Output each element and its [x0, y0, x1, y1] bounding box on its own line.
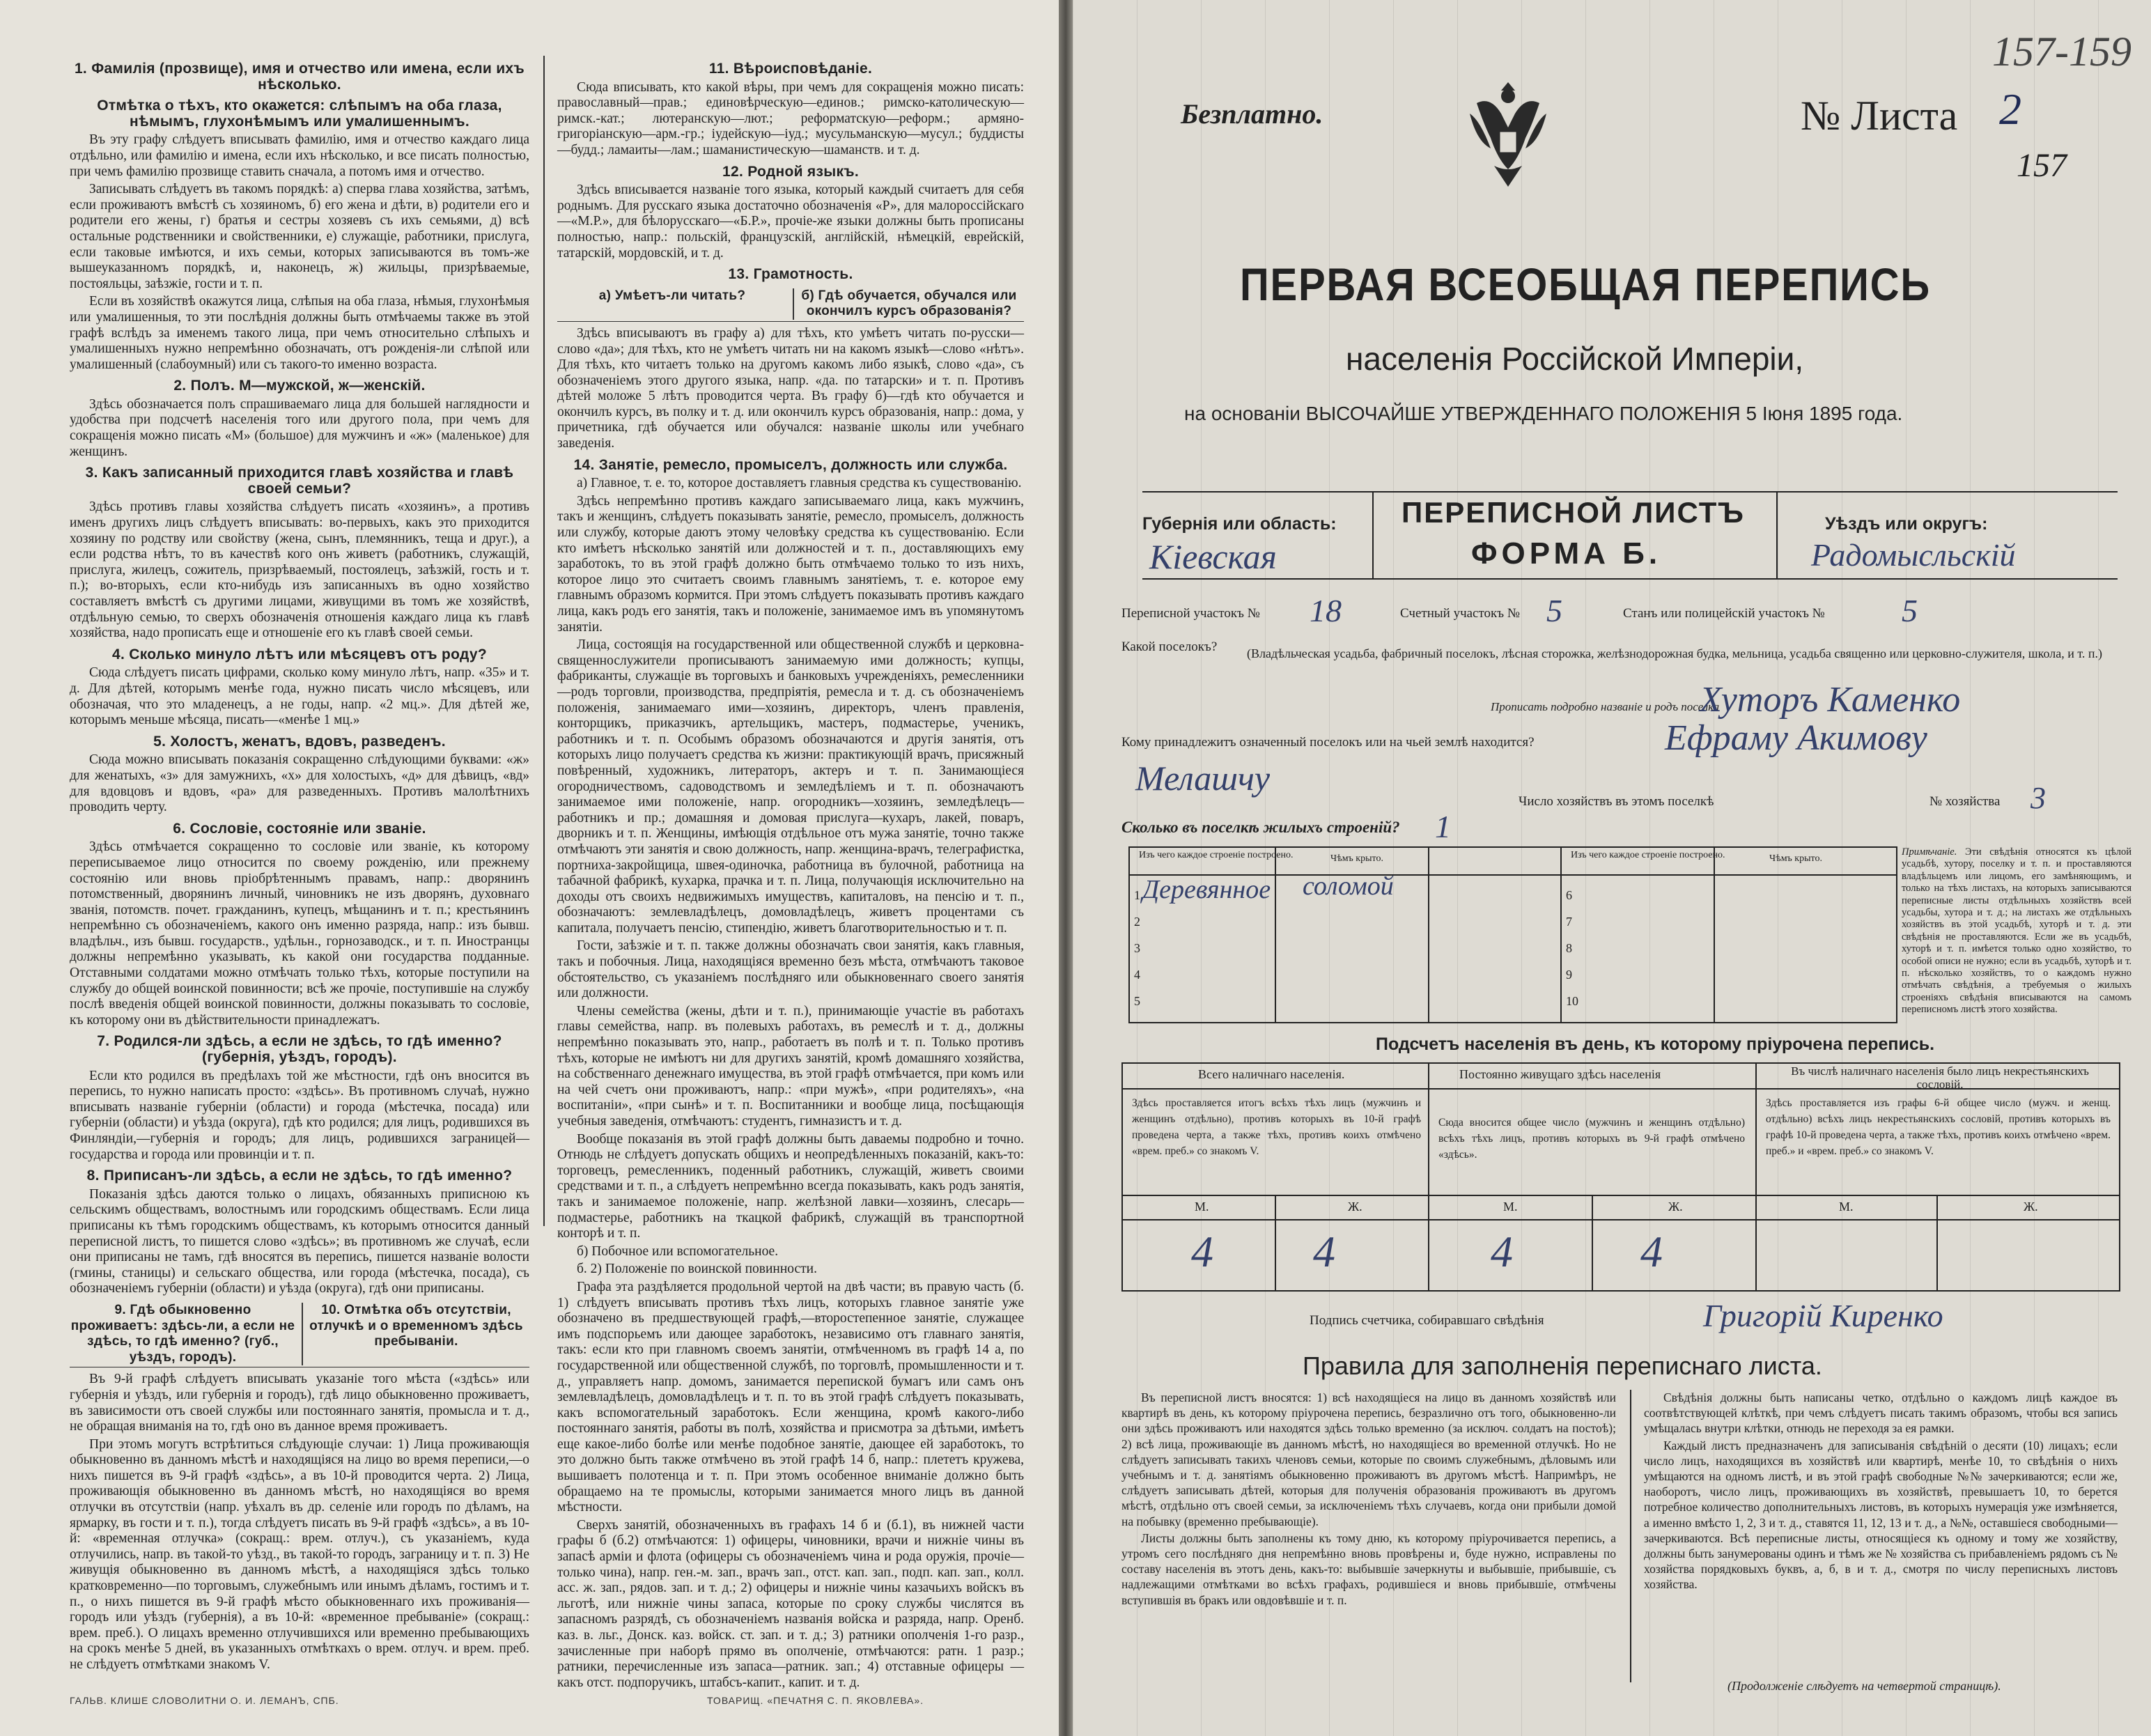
poselok-label: Какой поселокъ? [1121, 640, 1218, 654]
instruction-heading: 3. Какъ записанный приходится главѣ хозяйства и главѣ своей семьи? [85, 465, 514, 497]
population-table-divider [1592, 1195, 1593, 1290]
instruction-heading: 13. Грамотность. [728, 266, 853, 283]
instruction-paragraph: б. 2) Положеніе по воинской повинности. [577, 1262, 817, 1277]
double-headed-eagle-icon [1463, 75, 1553, 194]
sheet-number-value: 2 [1999, 84, 2021, 134]
instruction-paragraph: Показанія здѣсь даются только о лицахъ, обязанныхъ приписною къ сельскимъ обществамъ, волостнымъ или городскимъ обществамъ. Если лица приписаны къ тѣмъ городскимъ обществамъ, къ которымъ относится данный переписной листъ, то пишется слово «здѣсь»; въ противномъ же случаѣ, если они приписаны не тамъ, гдѣ вносятся въ перепись, пишется названіе волости (гмины, станицы) и сельскаго общества, или города (мѣстечка, посада), съ обозначеніемъ губерніи (области) и уѣзда (округа), гдѣ они приписаны. [70, 1186, 529, 1296]
buildings-label: Сколько въ поселкѣ жилыхъ строеній? [1121, 819, 1400, 836]
instruction-heading: 7. Родился-ли здѣсь, а если не здѣсь, то гдѣ именно? (губернія, уѣздъ, городъ). [97, 1033, 502, 1066]
count-title: Подсчетъ населенія въ день, къ которому пріурочена перепись. [1376, 1034, 1935, 1054]
building-row-number: 6 [1566, 888, 1572, 902]
count-m-3: М. [1839, 1200, 1854, 1214]
population-table-divider [1121, 1219, 2119, 1220]
rules-divider [1630, 1390, 1631, 1682]
rules-continued: (Продолженіе слѣдуетъ на четвертой страницѣ). [1727, 1679, 2001, 1693]
instruction-paragraph: Если въ хозяйствѣ окажутся лица, слѣпыя на оба глаза, нѣмыя, глухонѣмыя или умалишенныя, то эти послѣднія должны быть отмѣчаемы также въ этой графѣ вслѣдъ за именемъ такого лица, при чемъ относительно слѣпыхъ и умалишенныхъ нужно непремѣнно обозначать, отъ рожденія-ли слѣпой или умалишенный (слабоумный) или съ такого-то именно возраста. [70, 294, 529, 372]
instruction-heading: 10. Отмѣтка объ отсутствіи, отлучкѣ и о временномъ здѣсь пребываніи. [302, 1303, 529, 1365]
population-table-divider [1428, 1062, 1429, 1290]
free-label: Безплатно. [1181, 98, 1323, 130]
instruction-paragraph: Здѣсь противъ главы хозяйства слѣдуетъ писать «хозяинъ», а противъ именъ другихъ лицъ слѣдуетъ вписывать: во-первыхъ, какъ это приходится хозяину по родству или свойству (жена, сынъ, племянникъ, теща и друг.), а если родства нѣтъ, то въ качествѣ кого онъ живетъ (работникъ, служащій, прислуга, жилецъ, сожитель, призрѣваемый, постоялецъ, заѣзжій, гость и т. п.); во-вторыхъ, если кто-нибудь изъ записанныхъ въ одно хозяйство составляетъ вмѣстѣ съ другими лицами, живущими въ томъ же хозяйствѣ, отдѣльную семью, то сверхъ обозначенія отношенія каждаго лица къ главѣ хозяйства, надо прописать еще и отношеніе его къ главѣ своей семьи. [70, 499, 529, 641]
buildings-table [1128, 846, 1897, 1023]
guberniya-label: Губернія или область: [1142, 514, 1337, 534]
uchastok-label: Переписной участокъ № [1121, 606, 1260, 621]
instruction-double-heading [70, 1301, 529, 1367]
owner-label: Кому принадлежитъ означенный поселокъ или на чьей землѣ находится? [1121, 735, 1535, 750]
instruction-paragraph: Сюда вписывать, кто какой вѣры, при чемъ для сокращенія можно писать: православный—прав.; единовѣрческую—единов.; римско-католическую—римск.-кат.; лютеранскую—лют.; реформатскую—реформ.; армяно-григоріанскую—арм.-гр.; іудейскую—іуд.; мусульманскую—мусул.; буддисты—будд.; ламаиты—лам.; шаманистическую—шаманств. и т. д. [557, 79, 1024, 157]
note-block [1902, 846, 2131, 1016]
population-table-divider [1275, 1195, 1276, 1290]
stan-value: 5 [1902, 593, 1918, 628]
building-row-number: 3 [1134, 941, 1140, 955]
instruction-paragraph: Здѣсь непремѣнно противъ каждаго записываемаго лица, какъ мужчинъ, такъ и женщинъ, слѣдуетъ показывать занятіе, ремесло, промыселъ, должность или службу, которые даютъ этому человѣку средства къ существованію. Если кто имѣетъ нѣсколько занятій или должностей и т. п., доставляющихъ ему заработокъ, то въ этой графѣ должно быть отмѣчаемо только то изъ нихъ, которое лицо это считаетъ своимъ главнымъ занятіемъ, т. е. которое ему главнымъ образомъ кормится. При этомъ слѣдуетъ показывать противъ каждаго лица, какъ родъ его занятія, такъ и положеніе, занимаемое имъ въ упомянутомъ занятіи. [557, 493, 1024, 635]
instruction-heading: 1. Фамилія (прозвище), имя и отчество или имена, если ихъ нѣсколько. [74, 61, 525, 93]
instruction-paragraph: Сюда слѣдуетъ писать цифрами, сколько кому минуло лѣтъ, напр. «35» и т. д. Для дѣтей, которымъ менѣе года, нужно писать число мѣсяцевъ, или обозначая, что это младенецъ, а не годы, напр. «2 мц.». Для дѣтей же, которымъ меньше мѣсяца, писать—«менѣе 1 мц.» [70, 665, 529, 728]
rules-column-left [1121, 1390, 1616, 1609]
instruction-paragraph: Сверхъ занятій, обозначенныхъ въ графахъ 14 б и (б.1), въ нижней части графы б (б.2) отмѣчаются: 1) офицеры, чиновники, врачи и нижніе чины въ запасѣ арміи и флота (офицеры съ обозначеніемъ чина и рода оружія, прочіе—только чина), напр. ген.-м. зап., врачъ зап., отст. кап. зап., подп. кап. зап., колл. асс. ж. зап., рядов. зап. и т. д.; 2) офицеры и нижніе чины казачьихъ войскъ въ льготѣ, или нижніе чины запаса, которые по сроку службы числятся въ запасномъ разрядѣ, съ обозначеніемъ названія войска и разряда, напр. Оренб. каз. в. льг., Донск. каз. войск. ст. зап. и т. д.; 3) ратники ополченія 1-го разр., зачисленные при наборѣ прямо въ ополченіе, отмѣчаются: ратн. 1 разр.; ратники, перечисленные изъ запаса—ратник. зап.; 4) отставные офицеры — какъ отст. подпоручикъ, штабсъ-капит., капит. и т. д. [557, 1517, 1024, 1690]
count-head-total: Всего наличнаго населенія. [1198, 1067, 1345, 1081]
sheet-number-extra: 157 [2017, 147, 2067, 184]
households-label: Число хозяйствъ въ этомъ поселкѣ [1519, 794, 1714, 809]
instruction-paragraph: а) Главное, т. е. то, которое доставляетъ главныя средства къ существованію. [577, 476, 1022, 491]
uezd-value: Радомысльскій [1811, 537, 2016, 573]
instruction-paragraph: Въ 9-й графѣ слѣдуетъ вписывать указаніе того мѣста («здѣсь» или губернія и уѣздъ, или губернія и городъ), гдѣ лицо обыкновенно проживаетъ, въ зависимости отъ своей службы или постояннаго занятія, промысла и т. д., не обращая вниманія на то, гдѣ оно въ данное время проживаетъ. [70, 1372, 529, 1434]
count-text-total: Здѣсь проставляется итогъ всѣхъ тѣхъ лицъ (мужчинъ и женщинъ отдѣльно), противъ которыхъ въ 10-й графѣ проведена черта, а также тѣхъ, противъ коихъ отмѣчено «врем. преб.» со знакомъ V. [1132, 1097, 1421, 1157]
count-permanent-men: 4 [1491, 1227, 1513, 1276]
instruction-paragraph: Здѣсь вписываютъ въ графу а) для тѣхъ, кто умѣетъ читать по-русски—слово «да»; для тѣхъ, кто не умѣетъ читать ни на какомъ языкѣ—слово «нѣтъ». Для тѣхъ, кто читаетъ только на другомъ какомъ либо языкѣ, слово «да», съ обозначеніемъ этого другого языка, напр. «да. по татарски» и т. п. Противъ дѣтей моложе 5 лѣтъ проводится черта. Въ графу б)—гдѣ кто обучается и окончилъ курсъ, въ полку и т. д. или окончилъ курсъ образованія, напр.: дома, у причетника, гдѣ обучается или обучался: названіе школы или учебнаго заведенія. [557, 325, 1024, 451]
count-zh-3: Ж. [2024, 1200, 2038, 1214]
poselok-hint: (Владѣльческая усадьба, фабричный поселокъ, лѣсная сторожка, желѣзнодорожная будка, мельница, усадьба священно или церковно-служителя, школа, и т. п.) [1247, 646, 2102, 660]
rules-paragraph: Въ переписной листъ вносятся: 1) всѣ находящіеся на лицо въ данномъ хозяйствѣ или квартирѣ въ день, къ которому пріурочена перепись, безразлично отъ того, обыкновенно-ли они здѣсь проживаютъ или находятся здѣсь только временно (за исключ. солдатъ на постоѣ); 2) всѣ лица, проживающіе въ данномъ мѣстѣ, но находящіеся во временной отлучкѣ. Но не слѣдуетъ записывать такихъ членовъ семьи, которые по своимъ служебнымъ, дѣловымъ или учебнымъ и т. д. занятіямъ обыкновенно проживаютъ въ другомъ мѣстѣ. Напримѣръ, не слѣдуетъ записывать дѣтей, которыя для полученія образованія проживаютъ въ другомъ мѣстѣ, отдѣльно отъ своей семьи, за исключеніемъ тѣхъ случаевъ, когда они прибыли домой на побывку (временно пребывающіе). [1121, 1390, 1616, 1528]
instruction-paragraph: Здѣсь вписывается названіе того языка, который каждый считаетъ для себя роднымъ. Для русскаго языка достаточно обозначенія «Р», для малороссійскаго—«М.Р.», для бѣлорусскаго—«Б.Р.», прочіе-же языки должны быть прописаны полностью, напр.: польскій, французскій, англійскій, нѣмецкій, еврейскій, татарскій, мордовскій, и т. д. [557, 183, 1024, 261]
document-subtitle: населенія Россійской Имперіи, [1346, 341, 1804, 377]
building-row-number: 7 [1566, 915, 1572, 929]
count-head-nonpeasant: Въ числѣ наличнаго населенія было лицъ некрестьянскихъ сословій. [1791, 1064, 2089, 1091]
bld-head-roof-2: Чѣмъ крыто. [1769, 853, 1822, 864]
instruction-heading: 9. Гдѣ обыкновенно проживаетъ: здѣсь-ли, а если не здѣсь, то гдѣ именно? (губ., уѣздъ, городъ). [70, 1302, 295, 1365]
owner-value-2: Мелашчу [1135, 759, 1271, 798]
schet-value: 5 [1546, 593, 1562, 628]
instruction-paragraph: Гости, заѣзжіе и т. п. также должны обозначать свои занятія, какъ главныя, такъ и побочныя. Лица, находящіяся временно безъ мѣста, отмѣчаютъ таковое обстоятельство, съ указаніемъ послѣдняго или обыкновеннаго своего занятія или должности. [557, 938, 1024, 1001]
count-zh-2: Ж. [1668, 1200, 1683, 1214]
count-head-permanent: Постоянно живущаго здѣсь населенія [1459, 1067, 1661, 1081]
building-row-number: 1 [1134, 888, 1140, 902]
buildings-table-divider [1714, 846, 1715, 1022]
instruction-heading: а) Умѣетъ-ли читать? [598, 288, 746, 303]
form-title: ПЕРЕПИСНОЙ ЛИСТЪ [1401, 496, 1745, 529]
instruction-double-heading [557, 287, 1024, 322]
building-row-number: 9 [1566, 968, 1572, 982]
count-total-men: 4 [1191, 1227, 1213, 1276]
instructions-column-right [557, 56, 1024, 1693]
instruction-paragraph: Вообще показанія въ этой графѣ должны быть даваемы подробно и точно. Отнюдь не слѣдуетъ допускать общихъ и неопредѣленныхъ показаній, какъ-то: торговецъ, ремесленникъ, поденный работникъ, служащій, живетъ своими средствами и т. п., а слѣдуетъ непремѣнно всегда показывать, какъ родъ занятія, такъ и занимаемое положеніе, напр. желѣзной лавки—хозяинъ, слесарь—подмастерье, работникъ на ткацкой фабрикѣ, служащій въ транспортной конторѣ и т. п. [557, 1131, 1024, 1241]
printer-imprint-right: ТОВАРИЩ. «ПЕЧАТНЯ С. П. ЯКОВЛЕВА». [707, 1695, 924, 1706]
count-m-2: М. [1503, 1200, 1518, 1214]
printer-imprint-left: ГАЛЬВ. КЛИШЕ СЛОВОЛИТНИ О. И. ЛЕМАНЪ, СПБ. [70, 1695, 339, 1706]
instruction-paragraph: Здѣсь обозначается полъ спрашиваемаго лица для большей наглядности и удобства при подсчетѣ населенія того или другого пола, при чемъ для сокращенія можно писать «М» (большое) для мужчинъ и «ж» (маленькое) для женщинъ. [70, 396, 529, 459]
uchastok-value: 18 [1310, 593, 1342, 628]
count-m-1: М. [1195, 1200, 1209, 1214]
instruction-heading: 4. Сколько минуло лѣтъ или мѣсяцевъ отъ роду? [111, 646, 488, 662]
count-total-women: 4 [1313, 1227, 1335, 1276]
document-subtitle-2: на основаніи ВЫСОЧАЙШЕ УТВЕРЖДЕННАГО ПОЛОЖЕНІЯ 5 Іюня 1895 года. [1184, 403, 1903, 424]
household-number-label: № хозяйства [1929, 794, 2001, 809]
book-gutter [1059, 0, 1073, 1736]
bld-head-roof: Чѣмъ крыто. [1330, 853, 1383, 864]
archive-number: 157-159 [1992, 29, 2131, 75]
rules-column-right [1644, 1390, 2118, 1594]
document-title: ПЕРВАЯ ВСЕОБЩАЯ ПЕРЕПИСЬ [1240, 258, 1931, 310]
census-form-page [1073, 0, 2151, 1736]
instruction-paragraph: Записывать слѣдуетъ въ такомъ порядкѣ: а) сперва глава хозяйства, затѣмъ, если проживаютъ вмѣстѣ съ хозяиномъ, б) его жена и дѣти, в) родители его и родители его жены, г) братья и сестры хозяевъ съ ихъ семьями, д) всѣ остальные родственники и свойственники, е) служащіе, работники, прислуга, если таковые имѣются, и ихъ семьи, которых записываются въ томъ-же вышеуказанномъ порядкѣ, и, наконецъ, ж) жильцы, призрѣваемые, постояльцы, заѣзжіе, гости и т. п. [70, 182, 529, 291]
header-rule [1142, 491, 2118, 493]
owner-value: Ефраму Акимову [1665, 718, 1927, 758]
count-text-nonpeasant: Здѣсь проставляется изъ графы 6-й общее число (мужч. и женщ. отдѣльно) всѣхъ лицъ некрестьянскихъ сословій, противъ которыхъ въ графѣ 10-й проведена черта, а также тѣхъ, противъ коихъ отмѣчено «врем. преб.» и «врем. преб.» со знакомъ V. [1766, 1097, 2111, 1157]
count-text-permanent: Сюда вносится общее число (мужчинъ и женщинъ отдѣльно) всѣхъ тѣхъ лицъ, противъ которыхъ въ 9-й графѣ отмѣчено «здѣсь». [1438, 1117, 1745, 1161]
signature-label: Подпись счетчика, собиравшаго свѣдѣнія [1310, 1313, 1544, 1328]
header-divider [1776, 491, 1778, 578]
form-letter: ФОРМА Б. [1471, 536, 1662, 571]
schet-label: Счетный участокъ № [1400, 606, 1520, 621]
column-divider [543, 56, 545, 1226]
instruction-paragraph: Здѣсь отмѣчается сокращенно то сословіе или званіе, къ которому переписываемое лицо относится по своему рожденію, или прежнему состоянію или вновь пріобрѣтеннымъ правамъ, напр.: дворянинъ потомственный, дворянинъ личный, чиновникъ не изъ дворянъ, духовнаго званія, потомств. почет. гражданинъ, купецъ, мѣщанинъ и т. п.; крестьянинъ непремѣнно съ обозначеніемъ, какого онъ именно разряда, напр.: изъ бывш. владѣльч., изъ бывш. государств., удѣльн., горнозаводск., и т. п. Иностранцы должны непремѣнно указывать, къ какой они государства подданные. Отставными солдатами можно отмѣчать только тѣхъ, которые поступили на службу до общей воинской повинности; всѣ же прочіе, поступившіе на службу послѣ введенія общей воинской повинности, должны показывать то сословіе, къ которому они въ дѣйствительности принадлежатъ. [70, 839, 529, 1028]
bld-head-material-2: Изъ чего каждое строеніе построено. [1571, 850, 1725, 860]
poselok-value: Хуторъ Каменко [1700, 680, 1961, 720]
instruction-paragraph: Въ эту графу слѣдуетъ вписывать фамилію, имя и отчество каждаго лица отдѣльно, или фамилію и имена, если ихъ нѣсколько, и все писать полностью, при чемъ фамилію прозвище ставить сначала, а потомъ имя и отчество. [70, 132, 529, 179]
instruction-heading: Отмѣтка о тѣхъ, кто окажется: слѣпымъ на оба глаза, нѣмымъ, глухонѣмымъ или умалишеннымъ. [97, 98, 502, 130]
buildings-table-divider [1428, 846, 1429, 1022]
buildings-table-divider [1560, 846, 1562, 1022]
instruction-heading: 14. Занятіе, ремесло, промыселъ, должность или служба. [573, 456, 1008, 473]
left-page [0, 0, 1059, 1736]
count-zh-1: Ж. [1348, 1200, 1362, 1214]
header-divider [1372, 491, 1374, 578]
building-row-number: 8 [1566, 941, 1572, 955]
instructions-column-left [70, 56, 529, 1675]
building-row-number: 5 [1134, 994, 1140, 1008]
instruction-paragraph: При этомъ могутъ встрѣтиться слѣдующіе случаи: 1) Лица проживающія обыкновенно въ данномъ мѣстѣ и находящіяся на лицо во время переписи,—о нихъ пишется въ 9-й графѣ «здѣсь», а въ 10-й проводится черта. 2) Лица, проживающія обыкновенно въ данномъ мѣстѣ, но находящіяся во время отлучки въ отсутствіи (напр. уѣхалъ въ др. селеніе или городъ по дѣламъ, на ярмарку, въ гости и т. п.), тогда слѣдуетъ писать въ 9-й графѣ «здѣсь», а въ 10-й: «временная отлучка» (сокращ.: врем. отлуч.), съ указаніемъ, куда отлучились, напр. въ такой-то уѣзд., въ такой-то городъ, заграницу и т. п. 3) Не живущія обыкновенно въ данномъ мѣстѣ, а находящіяся здѣсь только кратковременно—по торговымъ, служебнымъ или инымъ дѣламъ, гостимъ и т. п., о нихъ пишется въ 9-й графѣ мѣсто обыкновеннаго ихъ проживанія—городъ или уѣздъ (губернія), а въ 10-й: «временное пребываніе» (сокращ.: врем. преб.). О лицахъ временно отлучившихся или временно пребывающихъ на срокъ менѣе 5 дней, въ указанныхъ отмѣткахъ о врем. отлуч. и врем. преб. не слѣдуетъ отмѣтками знакомъ V. [70, 1436, 529, 1672]
guberniya-value: Кіевская [1149, 537, 1277, 576]
instruction-paragraph: Лица, состоящія на государственной или общественной службѣ и церковна-священнослужители прописываютъ занимаемую ими должность; купцы, фабриканты, служащіе въ торговыхъ и банковыхъ учрежденіяхъ, ремесленники—родъ торговли, производства, предпріятія, ремесла и т. д. съ обозначеніемъ положенія, занимаемаго ими—хозяинъ, директоръ, членъ правленія, конторщикъ, приказчикъ, артельщикъ, мастеръ, подмастерье, ученикъ, работникъ и т. п. Особымъ образомъ обозначаются и другія занятія, отъ которыхъ лицо получаетъ средства къ жизни: практикующій врачъ, присяжный повѣренный, художникъ, литераторъ, актеръ и т. п. Занимающіеся огородничествомъ, садоводствомъ и земледѣліемъ и т. п. обозначаютъ занимаемое ими положеніе, напр. огородникъ—хозяинъ, земледѣлецъ—работникъ и пр.; домашняя и домовая прислуга—кухаръ, лакей, поваръ, дворникъ и т. п. Женщины, имѣющія отдѣльное отъ мужа занятіе, точно также отмѣчаютъ эти занятія и свою должность, напр. женщина-врачъ, телеграфистка, портниха-закройщица, швея-одиночка, работница въ булочной, работница на табачной фабрикѣ, кухарка, прачка и т. п. Лица, получающія исключительно на доходы отъ своихъ недвижимыхъ имуществъ, капиталовъ, на пенсію и т. п., обозначаютъ: землевладѣлецъ, домовладѣлецъ, живетъ процентами съ капитала, получаетъ пенсію, стипендію, живетъ благотворительностью и т. п. [557, 637, 1024, 936]
buildings-value: 1 [1435, 809, 1451, 844]
instruction-heading: б) Гдѣ обучается, обучался или окончилъ курсъ образованія? [793, 288, 1024, 320]
population-table-divider [1121, 1195, 2119, 1196]
building-1-roof: соломой [1303, 871, 1394, 901]
instruction-heading: 8. Приписанъ-ли здѣсь, а если не здѣсь, то гдѣ именно? [86, 1168, 513, 1184]
instruction-heading: 6. Сословіе, состояніе или званіе. [173, 820, 426, 837]
bld-head-material: Изъ чего каждое строеніе построено. [1139, 850, 1294, 860]
instruction-heading: 12. Родной языкъ. [722, 163, 860, 180]
instruction-paragraph: б) Побочное или вспомогательное. [577, 1243, 779, 1259]
buildings-table-divider [1275, 846, 1276, 1022]
stan-label: Станъ или полицейскій участокъ № [1623, 606, 1825, 621]
instruction-paragraph: Члены семейства (жены, дѣти и т. п.), принимающіе участіе въ работахъ главы семейства, напр. въ полевыхъ работахъ, въ ремеслѣ и т. д., должны непремѣнно показывать это, напр., работаетъ въ полѣ и т. п. Только противъ тѣхъ, которые не имѣютъ ни для другихъ занятій, кромѣ домашняго хозяйства, на собственнаго денежнаго имущества, въ этой графѣ отмѣчается, при комъ или на чей счетъ они проживаютъ, напр.: «при мужѣ», «при родителяхъ», «на воспитаніи», «при сынѣ» и т. п. Воспитанники и вообще лица, посѣщающія учебныя заведенія, отмѣчаютъ: студентъ, гимназистъ и т. д. [557, 1003, 1024, 1129]
instruction-paragraph: Сюда можно вписывать показанія сокращенно слѣдующими буквами: «ж» для женатыхъ, «з» для замужнихъ, «х» для холостыхъ, «д» для дѣвицъ, «вд» для вдовцовъ и вдовъ, «ра» для разведенныхъ. Противъ малолѣтнихъ проводить черту. [70, 752, 529, 815]
signature-value: Григорій Киренко [1703, 1298, 1943, 1333]
instruction-paragraph: Если кто родился въ предѣлахъ той же мѣстности, гдѣ онъ вносится въ перепись, то нужно написать просто: «здѣсь». Въ противномъ случаѣ, нужно вписывать названіе губерніи (области) и города (мѣстечка, посада) или губерніи (области) и уѣзда (округа), гдѣ кто родился; для лицъ, родившихся въ Финляндіи,—губернія и городъ; для лицъ, родившихся заграницей—государства и города или провинціи и т. п. [70, 1068, 529, 1162]
building-1-material: Деревянное [1142, 875, 1271, 904]
note-text: Эти свѣдѣнія относятся къ цѣлой усадьбѣ, хутору, поселку и т. п. и проставляются владѣльцемъ или лицомъ, его замѣняющимъ, и только на тѣхъ листахъ, на которыхъ записываются переписные листы отдѣльныхъ хозяйствъ всей усадьбы, хутора и т. д.; на листахъ же отдѣльныхъ хозяйствъ въ этой усадьбѣ, хуторѣ и т. д. эти свѣдѣнія не проставляются. Если же въ усадьбѣ, хуторѣ и т. п. имѣется только одно хозяйство, то особой описи не нужно; если въ усадьбѣ, хуторѣ и т. п. нѣсколько хозяйствъ, то о каждомъ нужно отмѣчать свѣдѣнія, а требуемыя о жилыхъ строеніяхъ свѣдѣнія вписываются на самомъ переписномъ листѣ этого хозяйства. [1902, 846, 2131, 1016]
building-row-number: 2 [1134, 915, 1140, 929]
instruction-heading: 2. Полъ. М—мужской, ж—женскій. [173, 378, 426, 394]
building-row-number: 4 [1134, 968, 1140, 982]
rules-title: Правила для заполненія переписнаго листа. [1303, 1351, 1822, 1380]
count-permanent-women: 4 [1640, 1227, 1663, 1276]
sheet-number-label: № Листа [1801, 93, 1958, 139]
population-table-divider [1755, 1062, 1757, 1290]
rules-paragraph: Листы должны быть заполнены къ тому дню, къ которому пріурочивается перепись, а утромъ сего послѣдняго дня непремѣнно вновь провѣрены и, буде нужно, исправлены по составу населенія въ этотъ день, какъ-то: выбывшіе зачеркнуты и выбывшіе, прибывшіе, съ надлежащими отмѣтками во всѣхъ графахъ, родившіеся и вновь прибывшіе, отмѣчены вступившія въ бракъ или овдовѣвшіе и т. п. [1121, 1530, 1616, 1607]
instruction-heading: 5. Холостъ, женатъ, вдовъ, разведенъ. [153, 733, 446, 750]
note-label: Примѣчаніе. [1902, 846, 1957, 858]
rules-paragraph: Каждый листъ предназначенъ для записыванія свѣдѣній о десяти (10) лицахъ; если число лицъ, находящихся въ хозяйствѣ или квартирѣ, менѣе 10, то свѣдѣнія о нихъ умѣщаются на одномъ листѣ, и въ этой графѣ свободные №№ зачеркиваются; если же, наоборотъ, число лицъ, проживающихъ въ хозяйствѣ, превышаетъ 10, то берется потребное количество дополнительныхъ листовъ, въ которыхъ нумерація уже измѣняется, а именно вмѣсто 1, 2, 3 и т. д., ставятся 11, 12, 13 и т. д., а №№, оставшіеся свободными—зачеркиваются. Всѣ переписные листы, относящіеся къ одному и тому же хозяйству, должны быть занумерованы одинъ и тѣмъ же № хозяйства съ прибавленіемъ рядомъ съ № хозяйства порядковыхъ буквъ, а, б, в и т. д., смотря по числу переписныхъ листовъ хозяйства. [1644, 1438, 2118, 1592]
header-rule [1142, 578, 2118, 580]
rules-paragraph: Свѣдѣнія должны быть написаны четко, отдѣльно о каждомъ лицѣ каждое въ соотвѣтствующей клѣткѣ, при чемъ слѣдуетъ писать такимъ образомъ, чтобы вся запись умѣщалась внутри клѣтки, отнюдь не переходя за ея рамки. [1644, 1390, 2118, 1436]
uezd-label: Уѣздъ или округъ: [1825, 514, 1988, 534]
population-table-divider [1936, 1195, 1938, 1290]
poselok-hint-2: Прописать подробно названіе и родъ поселка [1491, 700, 1720, 713]
instruction-paragraph: Графа эта раздѣляется продольной чертой на двѣ части; въ правую часть (б. 1) слѣдуетъ вписывать противъ тѣхъ лицъ, которыхъ главное занятіе уже обозначено въ предшествующей графѣ,—второстепенное занятіе, служащее имъ подспорьемъ или дающее заработокъ, независимо отъ главнаго занятія, такъ: если кто при главномъ своемъ занятіи, отмѣченномъ въ графѣ 14 а, по государственной или общественной службѣ, по торговлѣ, промышленности и т. д., управляетъ напр. домомъ, занимается перепиской бумагъ или самъ онъ землевладѣлецъ, домовладѣлецъ и т. п. то въ этой графѣ слѣдуетъ показывать, какъ вспомогательный заработокъ. Если женщина, кромѣ какого-либо постояннаго занятія, работы въ полѣ, хозяйства и присмотра за дѣтьми, имѣетъ еще какое-либо болѣе или менѣе подобное занятіе, дающее ей заработокъ, то это должно быть также отмѣчено въ этой графѣ 14 б, напр.: плететъ кружева, вышиваетъ полотенца и т. п. При этомъ особенное вниманіе должно быть обращаемо на те промыслы, которыми занимается много лицъ въ данной мѣстности. [557, 1279, 1024, 1515]
building-row-number: 10 [1566, 994, 1578, 1008]
instruction-heading: 11. Вѣроисповѣданіе. [708, 61, 873, 77]
household-number-value: 3 [2030, 781, 2046, 815]
